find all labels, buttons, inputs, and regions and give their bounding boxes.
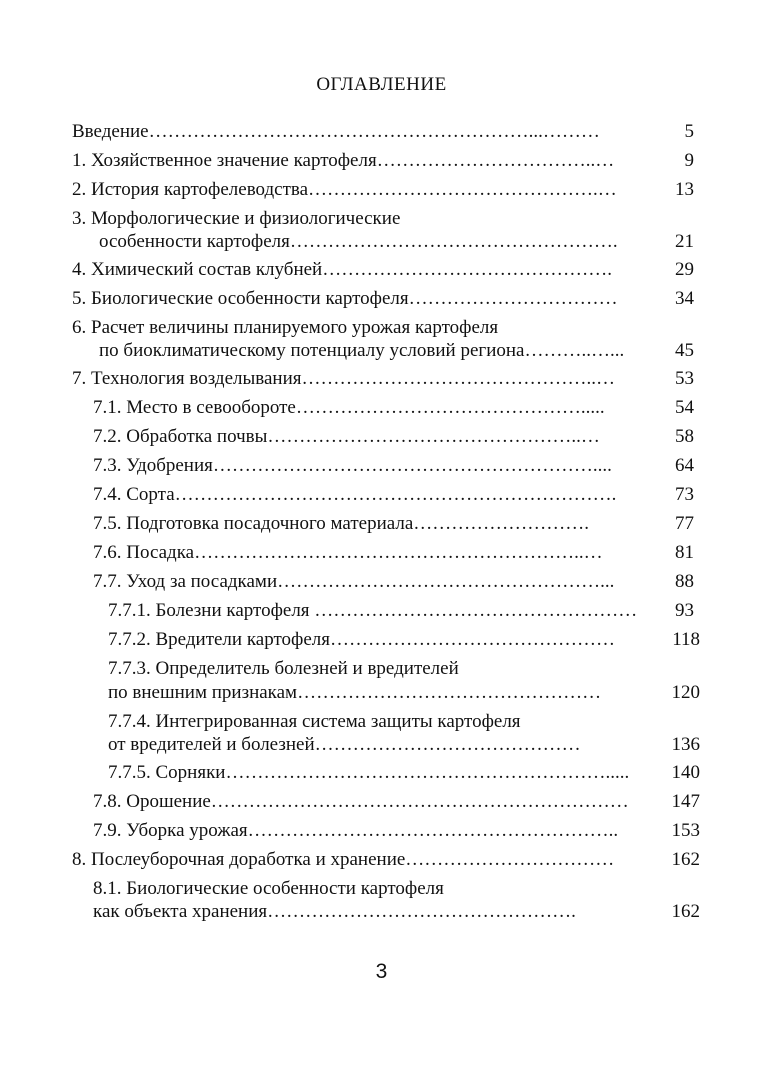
toc-entry-page: 118 xyxy=(672,629,700,650)
toc-entry-page: 5 xyxy=(684,121,694,142)
toc-entry xyxy=(72,848,702,872)
toc-entry-page: 53 xyxy=(675,368,694,389)
toc-entry-page: 153 xyxy=(671,820,700,841)
toc-entry xyxy=(72,120,702,144)
toc-entry-page: 162 xyxy=(671,849,700,870)
toc-entry xyxy=(72,367,702,391)
toc-entry xyxy=(93,900,702,924)
toc-entry xyxy=(93,425,702,449)
toc-entry-page: 29 xyxy=(675,259,694,280)
toc-entry-text: от вредителей и болезней…………………………………… xyxy=(108,734,581,755)
toc-entry-page: 136 xyxy=(671,734,700,755)
toc-entry-text: 7.7.1. Болезни картофеля …………………………………………… xyxy=(108,600,638,621)
toc-entry-page: 13 xyxy=(675,179,694,200)
toc-entry xyxy=(72,258,702,282)
toc-entry-text: 7.7.4. Интегрированная система защиты картофеля xyxy=(108,711,521,732)
toc-entry xyxy=(108,681,702,705)
toc-entry-text: 7.7. Уход за посадками……………………………………………... xyxy=(93,571,615,592)
toc-entry-page: 81 xyxy=(675,542,694,563)
toc-entry-page: 140 xyxy=(671,762,700,783)
toc-entry-text: 2. История картофелеводства……………………………………….… xyxy=(72,179,617,200)
toc-entry xyxy=(108,761,702,785)
toc-entry-text: Введение……………………………………………………...……… xyxy=(72,121,600,142)
toc-entry-text: 7.6. Посадка……………………………………………………..… xyxy=(93,542,603,563)
toc-entry xyxy=(93,819,702,843)
page-title: ОГЛАВЛЕНИЕ xyxy=(316,74,447,95)
toc-entry-text: 7. Технология возделывания………………………………………..… xyxy=(72,368,615,389)
toc-entry xyxy=(93,483,702,507)
toc-entry xyxy=(93,396,702,420)
toc-entry-text: как объекта хранения…………………………………………. xyxy=(93,901,576,922)
toc-entry-text: 8. Послеуборочная доработка и хранение…………………………… xyxy=(72,849,615,870)
toc-entry xyxy=(72,287,702,311)
toc-entry-text: особенности картофеля……………………………………………. xyxy=(99,231,618,252)
toc-entry xyxy=(72,316,702,340)
toc-entry-text: 4. Химический состав клубней………………………………………. xyxy=(72,259,612,280)
toc-entry-text: по внешним признакам………………………………………… xyxy=(108,682,602,703)
toc-entry-page: 34 xyxy=(675,288,694,309)
toc-entry xyxy=(72,149,702,173)
toc-entry xyxy=(99,230,702,254)
toc-entry-text: по биоклиматическому потенциалу условий региона………..…... xyxy=(99,340,625,361)
toc-entry-text: 7.9. Уборка урожая………………………………………………….. xyxy=(93,820,619,841)
toc-entry-page: 54 xyxy=(675,397,694,418)
toc-entry-text: 7.8. Орошение………………………………………………………… xyxy=(93,791,629,812)
toc-entry-page: 162 xyxy=(671,901,700,922)
toc-entry xyxy=(108,657,702,681)
toc-entry-page: 64 xyxy=(675,455,694,476)
toc-entry xyxy=(93,512,702,536)
toc-entry-text: 7.1. Место в севообороте………………………………………..... xyxy=(93,397,605,418)
toc-entry-text: 8.1. Биологические особенности картофеля xyxy=(93,878,444,899)
toc-entry-text: 7.7.5. Сорняки……………………………………………………..... xyxy=(108,762,630,783)
toc-entry-text: 1. Хозяйственное значение картофеля……………………………..… xyxy=(72,150,615,171)
toc-entry xyxy=(72,178,702,202)
toc-entry-page: 120 xyxy=(671,682,700,703)
toc-entry-page: 73 xyxy=(675,484,694,505)
toc-entry xyxy=(108,628,702,652)
toc-entry-page: 58 xyxy=(675,426,694,447)
toc-entry-page: 9 xyxy=(684,150,694,171)
toc-entry xyxy=(99,339,702,363)
toc-entry xyxy=(93,790,702,814)
toc-entry-text: 3. Морфологические и физиологические xyxy=(72,208,401,229)
toc-entry-text: 7.3. Удобрения…………………………………………………….... xyxy=(93,455,612,476)
toc-entry-page: 93 xyxy=(675,600,694,621)
toc-entry-text: 7.2. Обработка почвы…………………………………………..… xyxy=(93,426,600,447)
toc-entry xyxy=(93,454,702,478)
toc-entry-page: 77 xyxy=(675,513,694,534)
toc-entry-text: 7.7.3. Определитель болезней и вредителей xyxy=(108,658,459,679)
toc-entry-text: 7.5. Подготовка посадочного материала………………………. xyxy=(93,513,590,534)
toc-entry-page: 147 xyxy=(671,791,700,812)
toc-entry-text: 7.7.2. Вредители картофеля……………………………………… xyxy=(108,629,615,650)
toc-entry-page: 88 xyxy=(675,571,694,592)
toc-entry xyxy=(108,710,702,734)
toc-entry xyxy=(93,877,702,901)
toc-entry xyxy=(93,541,702,565)
page-number: 3 xyxy=(375,960,388,983)
toc-entry xyxy=(93,570,702,594)
toc-entry-text: 5. Биологические особенности картофеля…………………………… xyxy=(72,288,618,309)
toc-entry-page: 45 xyxy=(675,340,694,361)
toc-entry xyxy=(72,207,702,231)
toc-entry xyxy=(108,733,702,757)
toc-entry-page: 21 xyxy=(675,231,694,252)
toc-entry-text: 6. Расчет величины планируемого урожая картофеля xyxy=(72,317,499,338)
toc-entry xyxy=(108,599,702,623)
toc-entry-text: 7.4. Сорта……………………………………………………………. xyxy=(93,484,617,505)
